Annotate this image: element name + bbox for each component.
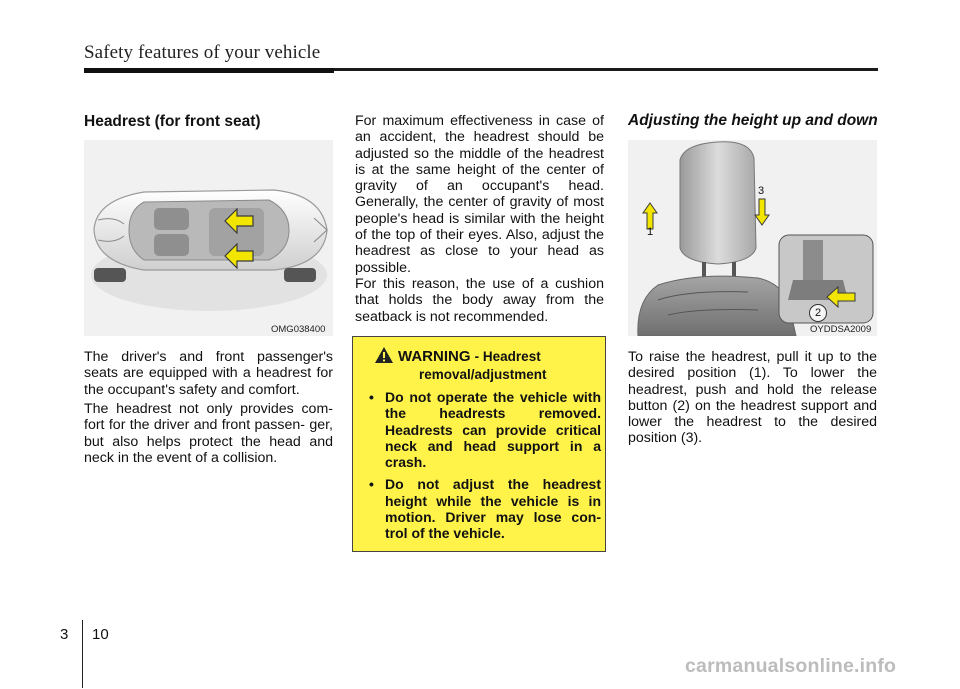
warning-item: • Do not adjust the headrest height while the vehicle is in motion. Driver may lose con- trol of the vehicle. <box>369 476 601 542</box>
paragraph: For this reason, the use of a cushion that holds the body away from the seatback is not recommended. <box>355 276 604 325</box>
paragraph: For maximum effectiveness in case of an accident, the headrest should be adjusted so the middle of the headrest is at the same height of the center of gravity of an occupant's head. Generally, the center of gravity of most people's head is similar with the height of the top of their eyes. Also, adjust the headrest as close to your head as possible. <box>355 113 604 276</box>
page-number: 10 <box>92 626 109 643</box>
section-title: Headrest (for front seat) <box>84 113 261 130</box>
figure-code: OMG038400 <box>271 324 326 335</box>
footer-divider <box>82 620 83 688</box>
callout-2: 2 <box>809 304 827 322</box>
down-arrow-icon <box>754 198 770 226</box>
warning-label: WARNING <box>398 348 471 365</box>
page-header-title: Safety features of your vehicle <box>84 42 321 63</box>
arrow-icon <box>224 243 254 269</box>
warning-box <box>352 336 606 552</box>
header-rule-thick <box>84 68 334 73</box>
watermark: carmanualsonline.info <box>685 655 897 677</box>
car-topview-illustration <box>84 140 333 336</box>
figure-code: OYDDSA2009 <box>810 324 872 335</box>
warning-list <box>369 389 601 548</box>
callout-1: 1 <box>647 226 654 238</box>
arrow-icon <box>224 208 254 234</box>
paragraph: The driver's and front passenger's seats are equipped with a headrest for the occupant's safety and comfort. <box>84 349 333 398</box>
headrest-figure <box>628 140 877 336</box>
warning-subtitle-line2: removal/adjustment <box>419 367 547 382</box>
warning-item: • Do not operate the vehicle with the headrests removed. Headrests can provide critical neck and head support in a crash. <box>369 389 601 471</box>
warning-subtitle: - Headrest <box>474 349 541 364</box>
car-figure <box>84 140 333 336</box>
warning-triangle-icon <box>374 346 394 364</box>
push-arrow-icon <box>826 286 856 308</box>
warning-title <box>398 348 541 365</box>
subsection-title: Adjusting the height up and down <box>628 112 878 129</box>
paragraph: The headrest not only provides com- fort for the driver and front passen- ger, but also helps protect the head and neck in the event of a collision. <box>84 401 333 466</box>
chapter-number: 3 <box>60 626 69 643</box>
callout-3: 3 <box>758 185 765 197</box>
bullet: • <box>369 476 374 493</box>
bullet: • <box>369 389 374 405</box>
paragraph: To raise the headrest, pull it up to the desired position (1). To lower the headrest, push and hold the release button (2) on the headrest support and lower the headrest to the desired position (3). <box>628 349 877 447</box>
